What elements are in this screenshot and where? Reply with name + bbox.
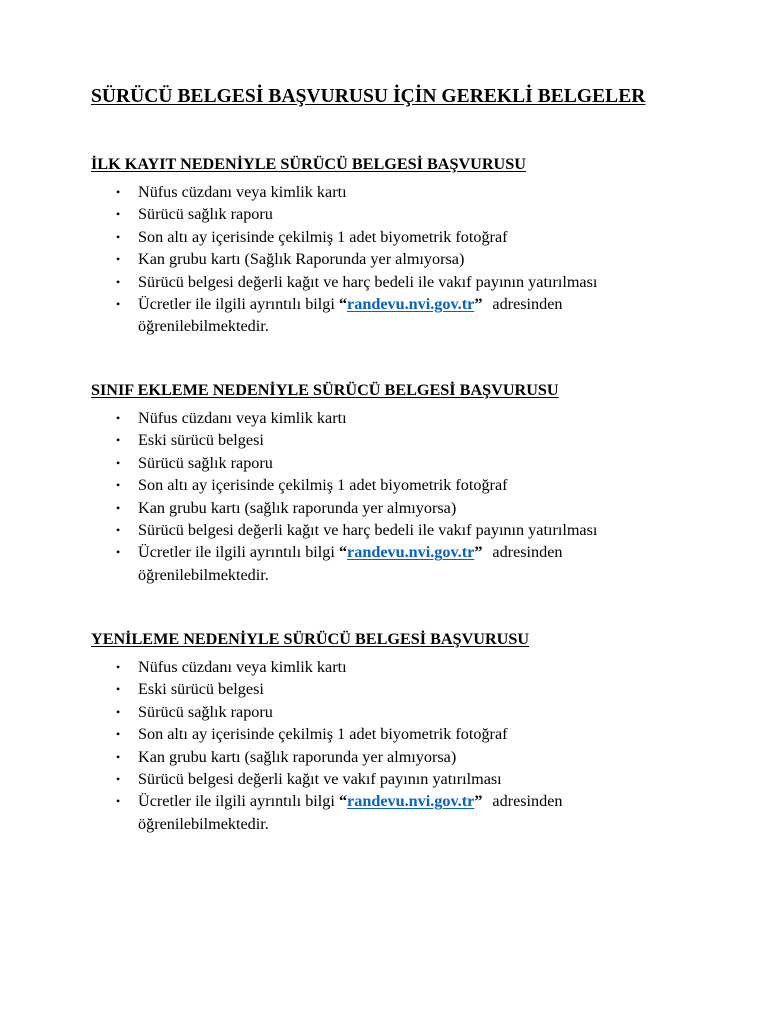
section-ilk-kayit: [91, 153, 711, 338]
list-item-text: Nüfus cüzdanı veya kimlik kartı: [138, 183, 347, 201]
list-item: [91, 474, 711, 496]
list-item-text: Son altı ay içerisinde çekilmiş 1 adet biyometrik fotoğraf: [138, 476, 508, 495]
quote-open: “: [338, 543, 348, 562]
fee-info-suffix: adresinden: [492, 295, 563, 314]
bullet-icon: •: [116, 500, 121, 515]
list-item-text: Sürücü belgesi değerli kağıt ve harç bedeli ile vakıf payının yatırılması: [138, 521, 598, 540]
bullet-icon: •: [116, 749, 121, 764]
section-yenileme: [91, 628, 711, 835]
list-item: [91, 271, 711, 293]
bullet-icon: •: [116, 794, 121, 809]
fee-info-prefix: Ücretler ile ilgili ayrıntılı bilgi: [138, 543, 335, 562]
bullet-icon: •: [116, 727, 121, 742]
bullet-icon: •: [116, 297, 121, 312]
bullet-icon: •: [116, 185, 121, 199]
bullet-icon: •: [116, 433, 121, 448]
list-item: [91, 407, 711, 429]
quote-close: ”: [474, 792, 483, 811]
list-item-text: Sürücü sağlık raporu: [138, 453, 273, 472]
bullet-icon: •: [116, 660, 121, 674]
bullet-icon: •: [116, 772, 121, 787]
list-item-text: Sürücü belgesi değerli kağıt ve harç bedeli ile vakıf payının yatırılması: [138, 272, 598, 291]
quote-close: ”: [474, 295, 483, 314]
list-item-text: Nüfus cüzdanı veya kimlik kartı: [138, 658, 347, 676]
list-item: [91, 656, 711, 678]
bullet-icon: •: [116, 704, 121, 719]
list-item-text: Eski sürücü belgesi: [138, 431, 264, 450]
list-item: [91, 452, 711, 474]
fee-info-prefix: Ücretler ile ilgili ayrıntılı bilgi: [138, 295, 335, 314]
quote-close: ”: [474, 543, 483, 562]
fee-info-suffix: adresinden: [492, 792, 563, 811]
list-item: [91, 701, 711, 723]
list-item: [91, 746, 711, 768]
bullet-icon: •: [116, 455, 121, 470]
list-item-text: Son altı ay içerisinde çekilmiş 1 adet biyometrik fotoğraf: [138, 227, 508, 246]
requirements-list: [91, 656, 711, 835]
list-item: [91, 497, 711, 519]
bullet-icon: •: [116, 478, 121, 493]
list-item-text: Sürücü sağlık raporu: [138, 205, 273, 224]
fee-info-suffix: adresinden: [492, 543, 563, 562]
nvi-link[interactable]: randevu.nvi.gov.tr: [347, 295, 475, 314]
list-item: [91, 678, 711, 700]
bullet-icon: •: [116, 229, 121, 244]
section-heading: YENİLEME NEDENİYLE SÜRÜCÜ BELGESİ BAŞVURUSU: [91, 630, 530, 648]
bullet-icon: •: [116, 682, 121, 697]
list-item-text: Kan grubu kartı (sağlık raporunda yer almıyorsa): [138, 747, 457, 766]
list-item-text: Sürücü belgesi değerli kağıt ve vakıf payının yatırılması: [138, 770, 502, 789]
bullet-icon: •: [116, 274, 121, 289]
list-item-text: Kan grubu kartı (sağlık raporunda yer almıyorsa): [138, 498, 457, 517]
list-item: [91, 226, 711, 248]
list-item-text: Kan grubu kartı (Sağlık Raporunda yer almıyorsa): [138, 250, 465, 269]
section-heading: İLK KAYIT NEDENİYLE SÜRÜCÜ BELGESİ BAŞVURUSU: [91, 155, 526, 173]
list-item-text: Sürücü sağlık raporu: [138, 702, 273, 721]
quote-open: “: [338, 792, 348, 811]
section-heading: SINIF EKLEME NEDENİYLE SÜRÜCÜ BELGESİ BAŞVURUSU: [91, 381, 559, 399]
list-item: [91, 768, 711, 790]
list-item-text: Son altı ay içerisinde çekilmiş 1 adet biyometrik fotoğraf: [138, 725, 508, 744]
bullet-icon: •: [116, 207, 121, 222]
quote-open: “: [338, 295, 348, 314]
nvi-link[interactable]: randevu.nvi.gov.tr: [347, 792, 475, 811]
bullet-icon: •: [116, 411, 121, 425]
list-item-text: Eski sürücü belgesi: [138, 680, 264, 699]
section-sinif-ekleme: [91, 379, 711, 586]
list-item: [91, 519, 711, 541]
fee-info-item: [91, 293, 711, 338]
fee-info-continuation: öğrenilebilmektedir.: [138, 317, 269, 336]
fee-info-item: [91, 790, 711, 835]
list-item: [91, 248, 711, 270]
list-item-text: Nüfus cüzdanı veya kimlik kartı: [138, 409, 347, 427]
bullet-icon: •: [116, 252, 121, 267]
page-title: SÜRÜCÜ BELGESİ BAŞVURUSU İÇİN GEREKLİ BELGELER: [91, 86, 646, 107]
list-item: [91, 181, 711, 203]
list-item: [91, 429, 711, 451]
list-item: [91, 203, 711, 225]
fee-info-item: [91, 541, 711, 586]
requirements-list: [91, 181, 711, 338]
fee-info-continuation: öğrenilebilmektedir.: [138, 565, 269, 584]
requirements-list: [91, 407, 711, 586]
bullet-icon: •: [116, 523, 121, 538]
list-item: [91, 723, 711, 745]
fee-info-continuation: öğrenilebilmektedir.: [138, 814, 269, 833]
fee-info-prefix: Ücretler ile ilgili ayrıntılı bilgi: [138, 792, 335, 811]
bullet-icon: •: [116, 545, 121, 560]
nvi-link[interactable]: randevu.nvi.gov.tr: [347, 543, 475, 562]
